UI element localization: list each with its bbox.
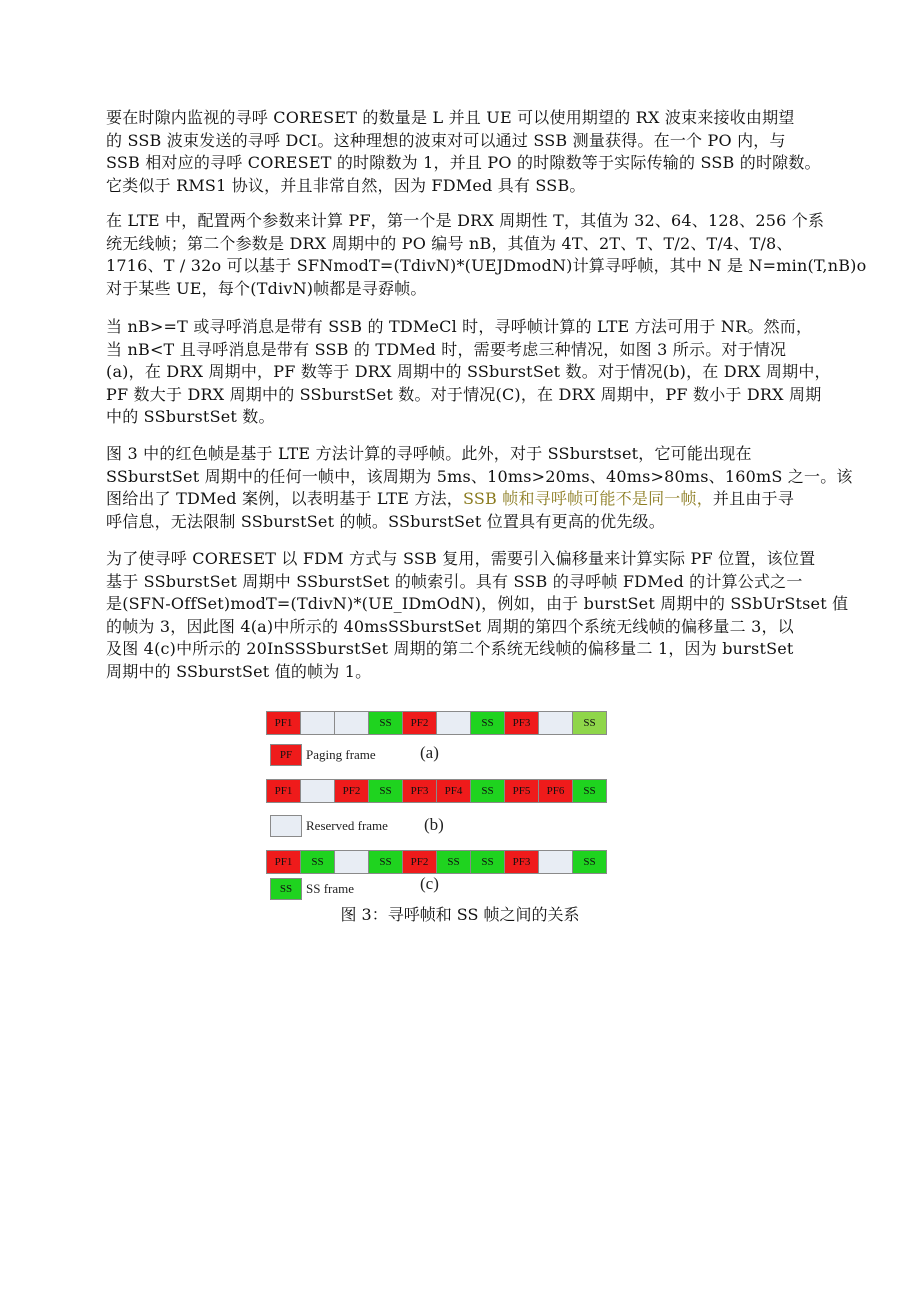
figure-caption: 图 3：寻呼帧和 SS 帧之间的关系: [340, 905, 580, 924]
text-line: 为了使寻呼 CORESET 以 FDM 方式与 SSB 复用，需要引入偏移量来计算实际 PF 位置，该位置: [106, 549, 816, 568]
figure-label-c: (c): [420, 874, 439, 893]
ss-frame-cell: SS: [300, 850, 335, 874]
paragraph-1: [106, 107, 846, 197]
text-line: SSburstSet 周期中的任何一帧中，该周期为 5ms、10ms>20ms、40ms>80ms、160mS 之一。该: [106, 466, 853, 486]
reserved-frame-cell: [334, 711, 369, 735]
text-segment: 图给出了 TDMed 案例，以表明基于 LTE 方法，: [106, 489, 464, 508]
ss-frame-cell: SS: [572, 779, 607, 803]
legend-ss-frame: [270, 878, 354, 900]
frame-strip-a: [266, 711, 678, 735]
reserved-frame-cell: [436, 711, 471, 735]
figure-label-b: (b): [424, 815, 444, 834]
text-line: 当 nB>=T 或寻呼消息是带有 SSB 的 TDMeCl 时，寻呼帧计算的 LTE 方法可用于 NR。然而，: [106, 317, 813, 336]
reserved-frame-swatch: [270, 815, 302, 837]
text-line: 当 nB<T 且寻呼消息是带有 SSB 的 TDMed 时，需要考虑三种情况，如图 3 所示。对于情况: [106, 339, 787, 359]
ss-frame-cell: SS: [470, 850, 505, 874]
reserved-frame-cell: [300, 711, 335, 735]
legend-label: Reserved frame: [306, 818, 388, 833]
legend-reserved-frame: [270, 815, 388, 837]
ss-frame-cell: SS: [572, 850, 607, 874]
text-line: 的帧为 3，因此图 4(a)中所示的 40msSSburstSet 周期的第四个系统无线帧的偏移量二 3，以: [106, 616, 794, 636]
paging-frame-cell: PF6: [538, 779, 573, 803]
legend-paging-frame: [270, 744, 376, 766]
text-line: 基于 SSburstSet 周期中 SSburstSet 的帧索引。具有 SSB 的寻呼帧 FDMed 的计算公式之一: [106, 571, 803, 591]
frame-strip-b: [266, 779, 678, 803]
highlighted-text: SSB 帧和寻呼帧可能不是同一帧，: [463, 489, 713, 508]
text-segment: 并且由于寻: [712, 489, 794, 508]
ss-frame-cell: SS: [470, 711, 505, 735]
paging-frame-cell: PF1: [266, 850, 301, 874]
paging-frame-swatch: PF: [270, 744, 302, 766]
ss-frame-cell: SS: [368, 711, 403, 735]
paragraph-4: [106, 443, 853, 533]
ss-frame-swatch: SS: [270, 878, 302, 900]
reserved-frame-cell: [334, 850, 369, 874]
paragraph-2: [106, 210, 867, 300]
legend-label: SS frame: [306, 881, 355, 896]
legend-label: Paging frame: [306, 747, 376, 762]
text-line: 对于某些 UE，每个(TdivN)帧都是寻孬帧。: [106, 278, 427, 298]
text-line: 要在时隙内监视的寻呼 CORESET 的数量是 L 并且 UE 可以使用期望的 RX 波束来接收由期望: [106, 108, 795, 127]
paging-frame-cell: PF3: [504, 711, 539, 735]
text-line: PF 数大于 DRX 周期中的 SSburstSet 数。对于情况(C)，在 DRX 周期中，PF 数小于 DRX 周期: [106, 384, 822, 404]
frame-strip-c: [266, 850, 678, 874]
reserved-frame-cell: [538, 850, 573, 874]
ss-frame-cell: SS: [572, 711, 607, 735]
paging-frame-cell: PF2: [402, 711, 437, 735]
ss-frame-cell: SS: [368, 850, 403, 874]
text-line: 中的 SSburstSet 数。: [106, 407, 275, 426]
text-line: 及图 4(c)中所示的 20InSSSburstSet 周期的第二个系统无线帧的偏移量二 1，因为 burstSet: [106, 639, 794, 658]
paging-frame-cell: PF1: [266, 779, 301, 803]
paging-frame-cell: PF5: [504, 779, 539, 803]
text-line: 周期中的 SSburstSet 值的帧为 1。: [106, 661, 372, 681]
text-line: 它类似于 RMS1 协议，并且非常自然，因为 FDMed 具有 SSB。: [106, 175, 586, 195]
text-line: 1716、T / 32o 可以基于 SFNmodT=(TdivN)*(UEJDmodN)计算寻呼帧，其中 N 是 N=min(T,nB)o: [106, 256, 867, 275]
frame-relationship-figure: [266, 711, 678, 897]
text-line: (a)，在 DRX 周期中，PF 数等于 DRX 周期中的 SSburstSet 数。对于情况(b)，在 DRX 周期中，: [106, 362, 831, 381]
text-line: 的 SSB 波束发送的寻呼 DCI。这种理想的波束对可以通过 SSB 测量获得。在一个 PO 内，与: [106, 130, 786, 150]
ss-frame-cell: SS: [368, 779, 403, 803]
ss-frame-cell: SS: [470, 779, 505, 803]
paging-frame-cell: PF4: [436, 779, 471, 803]
text-line: 是(SFN-OffSet)modT=(TdivN)*(UE_IDmOdN)，例如，由于 burstSet 周期中的 SSbUrStset 值: [106, 594, 849, 613]
text-line: [106, 488, 846, 511]
text-line: SSB 相对应的寻呼 CORESET 的时隙数为 1，并且 PO 的时隙数等于实际传输的 SSB 的时隙数。: [106, 153, 821, 172]
paging-frame-cell: PF1: [266, 711, 301, 735]
reserved-frame-cell: [538, 711, 573, 735]
paging-frame-cell: PF3: [402, 779, 437, 803]
text-line: 呼信息，无法限制 SSburstSet 的帧。SSburstSet 位置具有更高的优先级。: [106, 511, 665, 531]
text-line: 在 LTE 中，配置两个参数来计算 PF，第一个是 DRX 周期性 T，其值为 32、64、128、256 个系: [106, 211, 825, 230]
text-line: 统无线帧；第二个参数是 DRX 周期中的 PO 编号 nB，其值为 4T、2T、T、T/2、T/4、T/8、: [106, 233, 793, 253]
paging-frame-cell: PF2: [402, 850, 437, 874]
figure-label-a: (a): [420, 743, 439, 762]
paging-frame-cell: PF3: [504, 850, 539, 874]
reserved-frame-cell: [300, 779, 335, 803]
paragraph-3: [106, 316, 846, 429]
paragraph-5: [106, 548, 849, 683]
ss-frame-cell: SS: [436, 850, 471, 874]
text-line: 图 3 中的红色帧是基于 LTE 方法计算的寻呼帧。此外，对于 SSburstset，它可能出现在: [106, 444, 752, 463]
paging-frame-cell: PF2: [334, 779, 369, 803]
